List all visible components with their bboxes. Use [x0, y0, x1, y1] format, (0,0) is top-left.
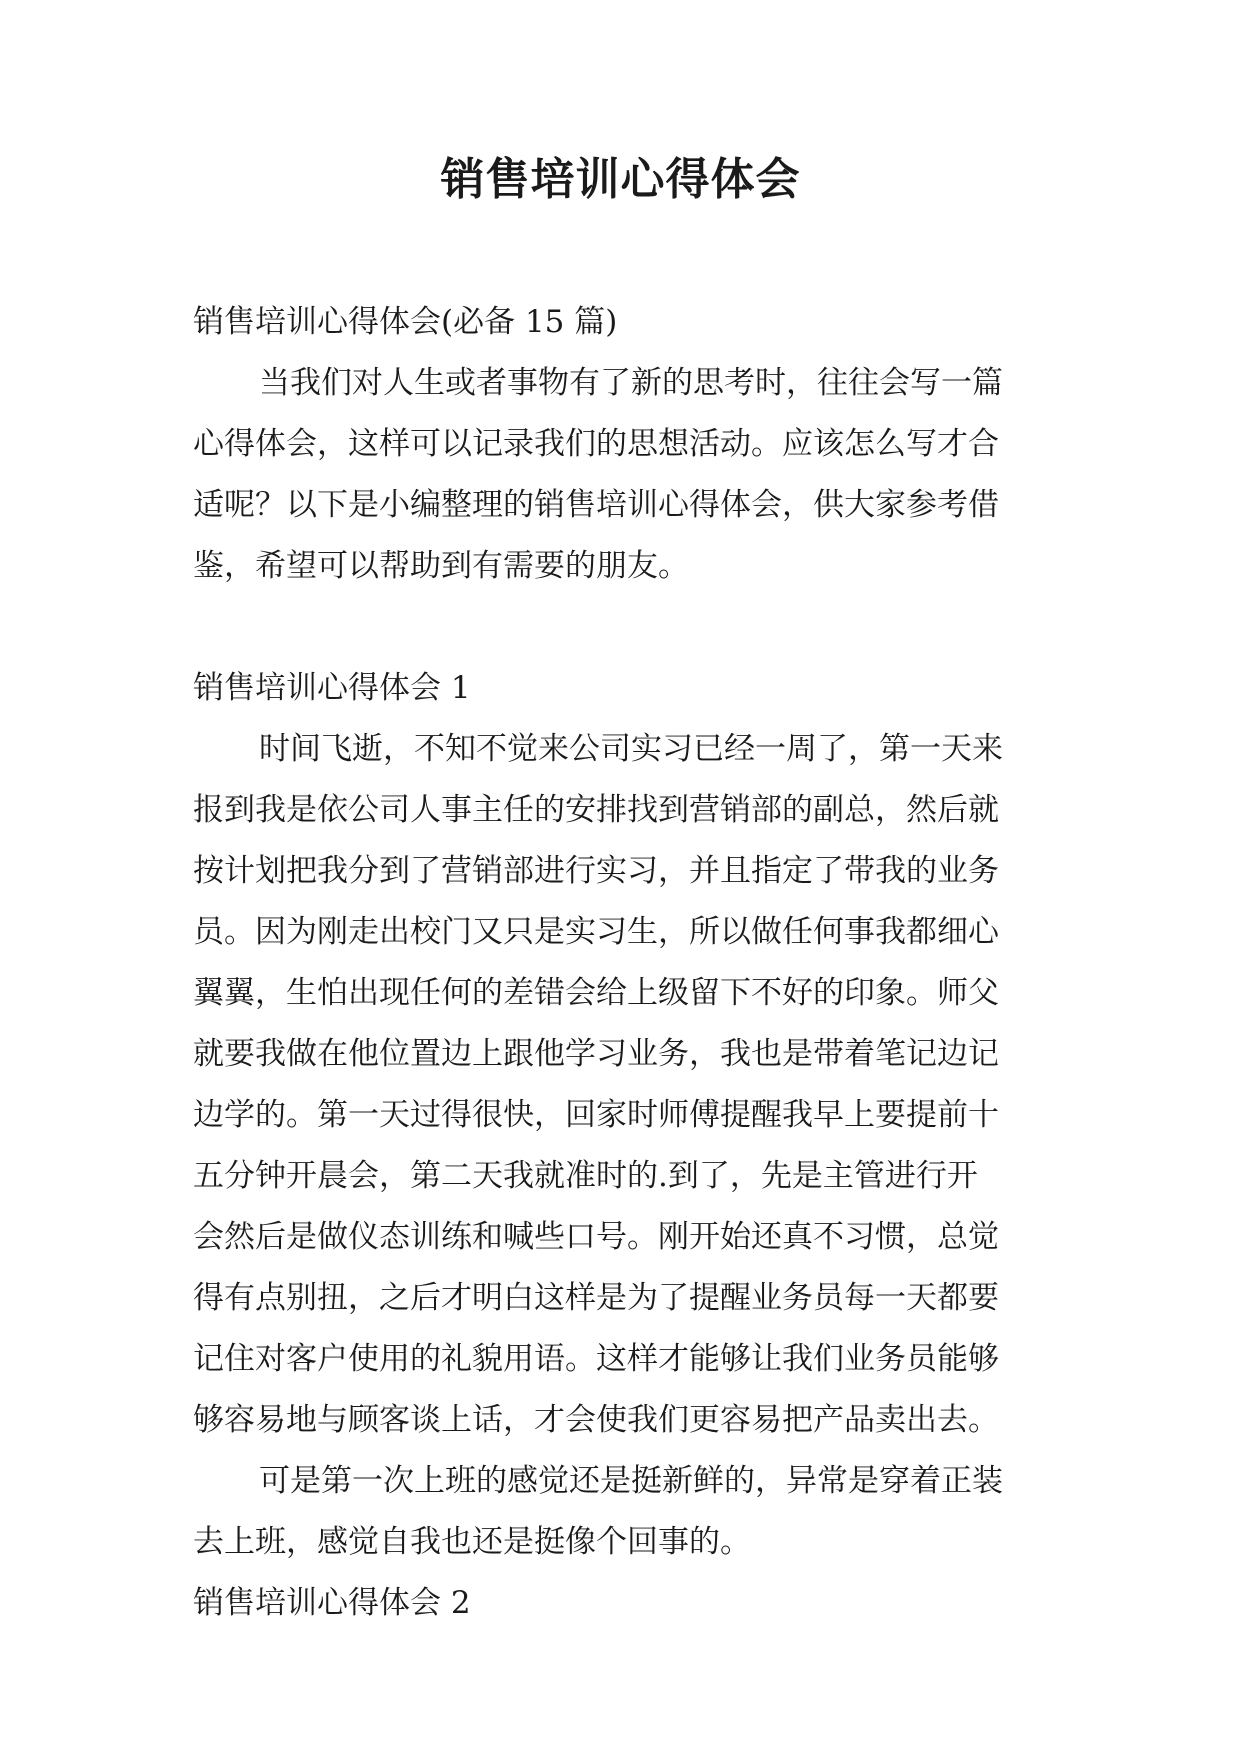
section1-line: 报到我是依公司人事主任的安排找到营销部的副总，然后就	[193, 792, 999, 828]
section1-line: 边学的。第一天过得很快，回家时师傅提醒我早上要提前十	[193, 1097, 999, 1133]
intro-line: 鉴，希望可以帮助到有需要的朋友。	[193, 548, 689, 584]
section1-line: 翼翼，生怕出现任何的差错会给上级留下不好的印象。师父	[193, 975, 999, 1011]
section1-line: 得有点别扭，之后才明白这样是为了提醒业务员每一天都要	[193, 1280, 999, 1316]
section-heading-1: 销售培训心得体会 1	[193, 670, 471, 706]
intro-line: 当我们对人生或者事物有了新的思考时，往往会写一篇	[259, 365, 1003, 401]
section1-para2-line: 可是第一次上班的感觉还是挺新鲜的，异常是穿着正装	[259, 1463, 1003, 1499]
document-body	[193, 292, 1063, 1634]
section1-line: 员。因为刚走出校门又只是实习生，所以做任何事我都细心	[193, 914, 999, 950]
section1-line: 会然后是做仪态训练和喊些口号。刚开始还真不习惯，总觉	[193, 1219, 999, 1255]
section1-line: 时间飞逝，不知不觉来公司实习已经一周了，第一天来	[259, 731, 1003, 767]
subtitle: 销售培训心得体会(必备 15 篇)	[193, 304, 618, 340]
section1-line: 按计划把我分到了营销部进行实习，并且指定了带我的业务	[193, 853, 999, 889]
section1-line: 五分钟开晨会，第二天我就准时的.到了，先是主管进行开	[193, 1158, 978, 1194]
section1-line: 记住对客户使用的礼貌用语。这样才能够让我们业务员能够	[193, 1341, 999, 1377]
intro-line: 心得体会，这样可以记录我们的思想活动。应该怎么写才合	[193, 426, 999, 462]
section1-line: 够容易地与顾客谈上话，才会使我们更容易把产品卖出去。	[193, 1402, 999, 1438]
section1-line: 就要我做在他位置边上跟他学习业务，我也是带着笔记边记	[193, 1036, 999, 1072]
section-heading-2: 销售培训心得体会 2	[193, 1585, 471, 1621]
document-title: 销售培训心得体会	[440, 154, 801, 205]
intro-line: 适呢？以下是小编整理的销售培训心得体会，供大家参考借	[193, 487, 999, 523]
section1-para2-line: 去上班，感觉自我也还是挺像个回事的。	[193, 1524, 751, 1560]
paragraph-gap	[193, 597, 1063, 658]
